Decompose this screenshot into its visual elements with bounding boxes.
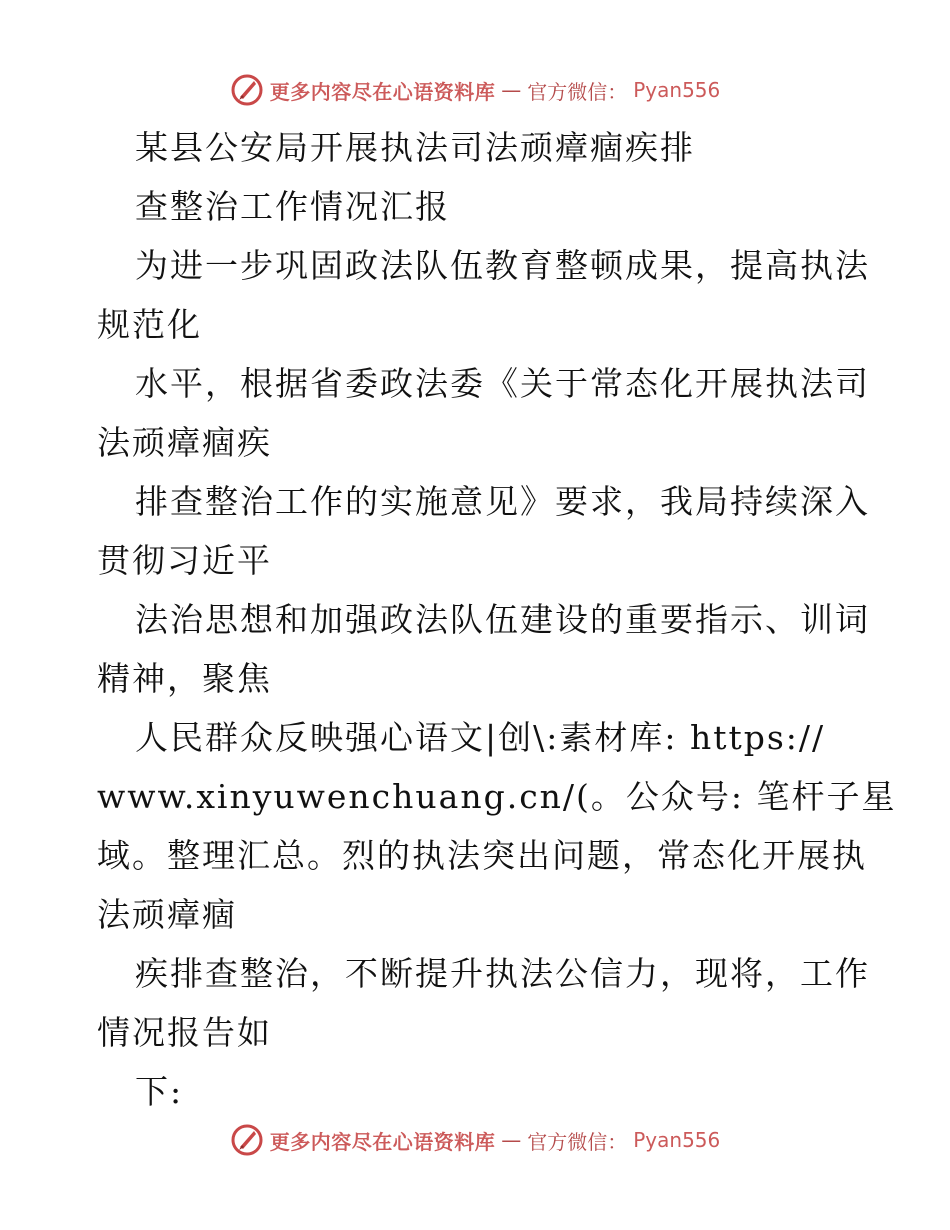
document-line: 排查整治工作的实施意见》要求，我局持续深入	[135, 482, 870, 521]
watermark-wechat-id: Pyan556	[633, 78, 721, 102]
watermark-main-text: 更多内容尽在心语资料库	[269, 79, 496, 104]
watermark-wechat-label: 官方微信：	[527, 79, 628, 104]
document-line: 查整治工作情况汇报	[135, 187, 450, 226]
document-line: 情况报告如	[97, 1013, 272, 1052]
document-line: 为进一步巩固政法队伍教育整顿成果，提高执法	[135, 246, 870, 285]
watermark-header	[0, 70, 950, 110]
document-line: 精神，聚焦	[97, 659, 272, 698]
watermark-dash: —	[501, 78, 522, 102]
document-line: 法顽瘴痼疾	[97, 423, 272, 462]
watermark-dash: —	[501, 1128, 522, 1152]
document-line: 水平，根据省委政法委《关于常态化开展执法司	[135, 364, 870, 403]
document-line: 法顽瘴痼	[97, 895, 237, 934]
document-line: 域。整理汇总。烈的执法突出问题，常态化开展执	[97, 836, 867, 875]
document-line: 法治思想和加强政法队伍建设的重要指示、训词	[135, 600, 870, 639]
document-line: 贯彻习近平	[97, 541, 272, 580]
document-line: 规范化	[97, 305, 202, 344]
document-line: 某县公安局开展执法司法顽瘴痼疾排	[135, 128, 695, 167]
quill-logo-icon	[230, 73, 264, 107]
document-line: 人民群众反映强心语文|创\:素材库: https://	[135, 718, 826, 757]
watermark-main-text: 更多内容尽在心语资料库	[269, 1129, 496, 1154]
document-line: 疾排查整治，不断提升执法公信力，现将，工作	[135, 954, 870, 993]
document-line: 下:	[135, 1072, 184, 1111]
watermark-wechat-label: 官方微信：	[527, 1129, 628, 1154]
watermark-wechat-id: Pyan556	[633, 1128, 721, 1152]
document-line: www.xinyuwenchuang.cn/(。公众号: 笔杆子星	[97, 777, 897, 816]
quill-logo-icon	[230, 1123, 264, 1157]
watermark-footer	[0, 1120, 950, 1160]
document-body	[0, 118, 950, 1121]
